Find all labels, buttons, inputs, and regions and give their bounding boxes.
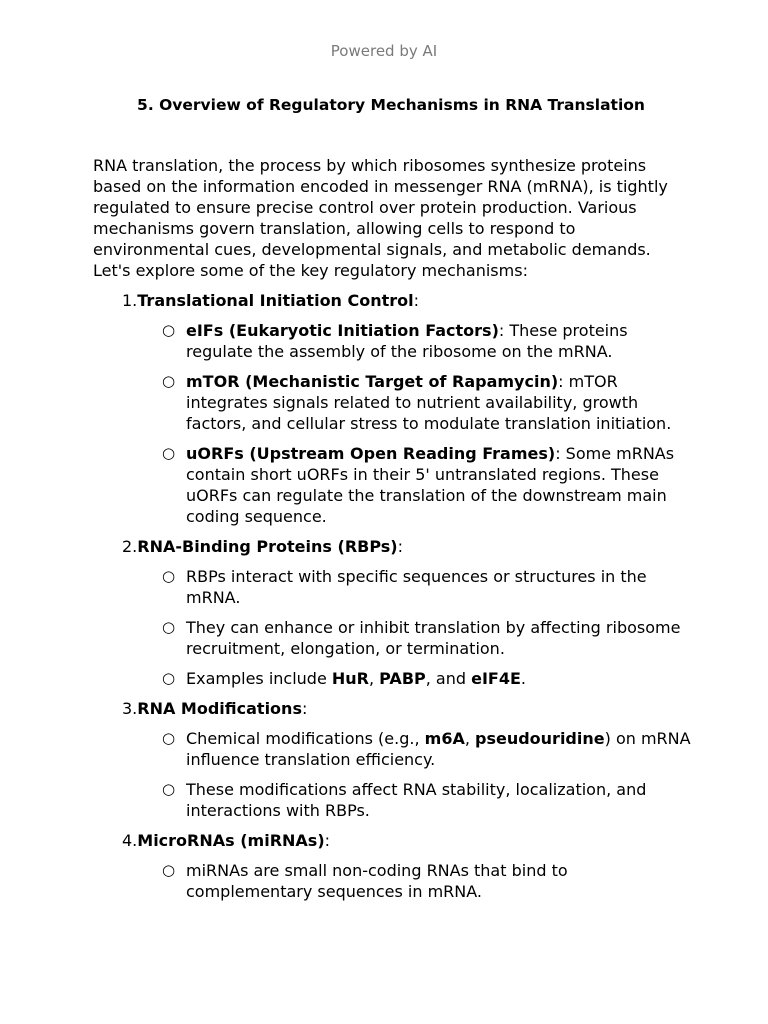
item-text: , <box>369 669 380 688</box>
list-item <box>93 566 693 608</box>
sub-list <box>93 320 693 527</box>
item-text: ) on mRNA influence translation efficiency. <box>186 729 691 769</box>
document-title: 5. Overview of Regulatory Mechanisms in RNA Translation <box>137 96 645 114</box>
circle-bullet-icon: ○ <box>162 729 176 747</box>
section-heading-suffix: : <box>413 291 420 310</box>
term: pseudouridine <box>475 729 605 748</box>
list-item <box>93 617 693 659</box>
section-item <box>93 830 693 902</box>
section-heading <box>93 698 693 719</box>
section-heading-suffix: : <box>301 699 308 718</box>
item-text: : These proteins regulate the assembly of the ribosome on the mRNA. <box>186 321 628 361</box>
item-text: Examples include <box>186 669 332 688</box>
section-item <box>93 698 693 821</box>
term: eIFs (Eukaryotic Initiation Factors) <box>186 321 499 340</box>
section-number: 4. <box>122 831 138 850</box>
item-text: , <box>464 729 475 748</box>
powered-by-note: Powered by AI <box>330 42 438 60</box>
section-heading-text: MicroRNAs (miRNAs) <box>137 831 325 850</box>
intro-paragraph: RNA translation, the process by which ribosomes synthesize proteins based on the information encoded in messenger RNA (mRNA), is tightly regulated to ensure precise control over protein production. Various mechanisms govern translation, allowing cells to respond to environmental cues, developmental signals, and metabolic demands. Let's explore some of the key regulatory mechanisms: <box>93 156 668 280</box>
circle-bullet-icon: ○ <box>162 669 176 687</box>
mechanism-list <box>93 290 693 902</box>
item-text: : Some mRNAs contain short uORFs in their 5' untranslated regions. These uORFs can regulate the translation of the downstream main coding sequence. <box>186 444 675 526</box>
list-item <box>93 728 693 770</box>
circle-bullet-icon: ○ <box>162 444 176 462</box>
section-heading-text: RNA-Binding Proteins (RBPs) <box>137 537 398 556</box>
list-item <box>93 779 693 821</box>
section-heading-text: Translational Initiation Control <box>137 291 414 310</box>
section-heading-text: RNA Modifications <box>137 699 302 718</box>
section-heading <box>93 536 693 557</box>
term: PABP <box>379 669 426 688</box>
item-text: , and <box>425 669 472 688</box>
term: m6A <box>424 729 465 748</box>
term: HuR <box>331 669 369 688</box>
term: eIF4E <box>471 669 521 688</box>
item-text: Chemical modifications (e.g., <box>186 729 425 748</box>
section-number: 3. <box>122 699 138 718</box>
circle-bullet-icon: ○ <box>162 372 176 390</box>
list-item <box>93 668 693 689</box>
circle-bullet-icon: ○ <box>162 321 176 339</box>
list-item <box>93 371 693 434</box>
document-body <box>93 155 693 911</box>
section-item <box>93 536 693 689</box>
list-item <box>93 443 693 527</box>
item-text: miRNAs are small non-coding RNAs that bind to complementary sequences in mRNA. <box>186 861 568 901</box>
item-text: These modifications affect RNA stability, localization, and interactions with RBPs. <box>186 780 647 820</box>
circle-bullet-icon: ○ <box>162 618 176 636</box>
section-heading <box>93 290 693 311</box>
section-number: 2. <box>122 537 138 556</box>
sub-list <box>93 566 693 689</box>
section-heading-suffix: : <box>397 537 403 556</box>
section-heading <box>93 830 693 851</box>
section-item <box>93 290 693 527</box>
list-item <box>93 320 693 362</box>
term: uORFs (Upstream Open Reading Frames) <box>186 444 556 463</box>
section-heading-suffix: : <box>324 831 331 850</box>
circle-bullet-icon: ○ <box>162 861 176 879</box>
circle-bullet-icon: ○ <box>162 780 176 798</box>
term: mTOR (Mechanistic Target of Rapamycin) <box>186 372 559 391</box>
list-item <box>93 860 693 902</box>
circle-bullet-icon: ○ <box>162 567 176 585</box>
sub-list <box>93 728 693 821</box>
item-text: RBPs interact with specific sequences or structures in the mRNA. <box>186 567 647 607</box>
item-text: . <box>520 669 526 688</box>
section-number: 1. <box>122 291 138 310</box>
item-text: : mTOR integrates signals related to nutrient availability, growth factors, and cellular stress to modulate translation initiation. <box>186 372 672 433</box>
sub-list <box>93 860 693 902</box>
item-text: They can enhance or inhibit translation by affecting ribosome recruitment, elongation, or termination. <box>186 618 681 658</box>
